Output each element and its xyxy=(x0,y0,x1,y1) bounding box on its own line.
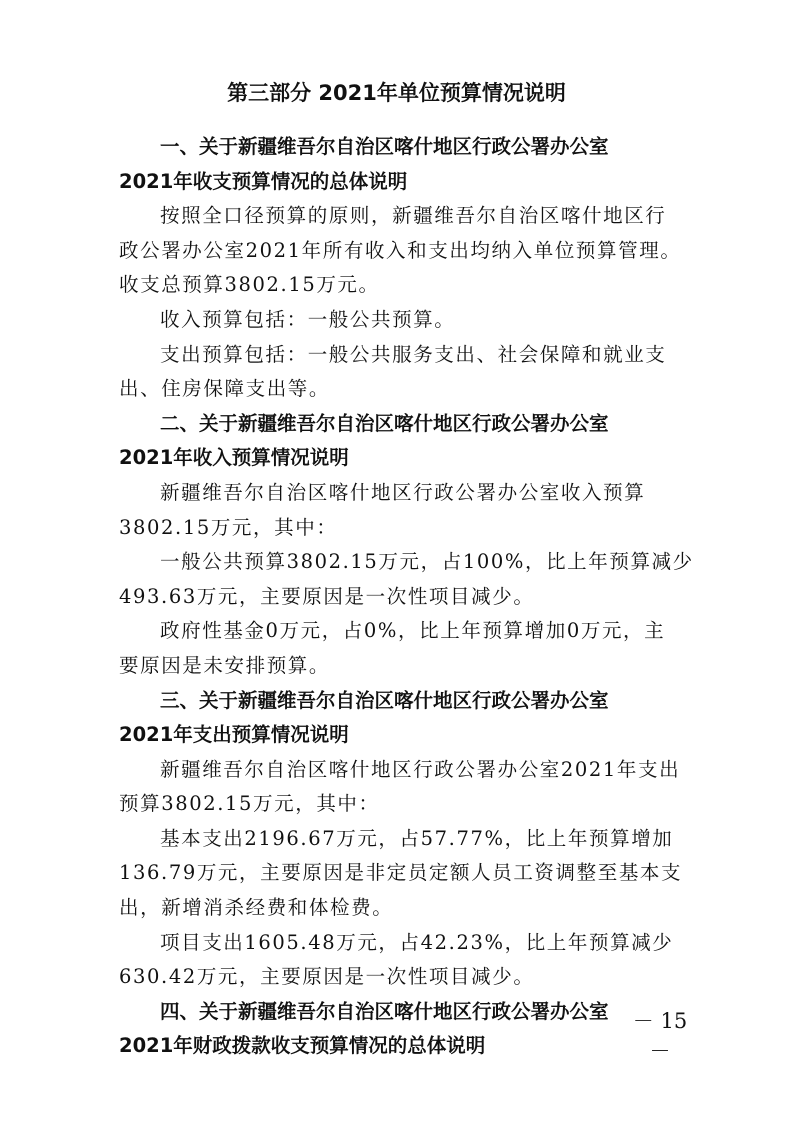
paragraph-line: 项目支出1605.48万元，占42.23%，比上年预算减少 xyxy=(160,930,674,954)
section-heading-line: 2021年收支预算情况的总体说明 xyxy=(119,169,408,193)
section-heading-line: 三、关于新疆维吾尔自治区喀什地区行政公署办公室 xyxy=(160,688,609,712)
section-heading-line: 2021年支出预算情况说明 xyxy=(119,723,349,747)
paragraph-line: 新疆维吾尔自治区喀什地区行政公署办公室收入预算 xyxy=(160,480,646,504)
paragraph-line: 要原因是未安排预算。 xyxy=(119,653,331,677)
paragraph-line: 政府性基金0万元，占0%，比上年预算增加0万元，主 xyxy=(160,619,666,643)
paragraph-line: 按照全口径预算的原则，新疆维吾尔自治区喀什地区行 xyxy=(160,204,667,228)
paragraph-line: 3802.15万元，其中： xyxy=(119,515,338,539)
paragraph-line: 基本支出2196.67万元，占57.77%，比上年预算增加 xyxy=(160,826,674,850)
document-body xyxy=(119,130,694,1064)
section-heading-line: 四、关于新疆维吾尔自治区喀什地区行政公署办公室 xyxy=(160,999,609,1023)
section-heading-line: 2021年收入预算情况说明 xyxy=(119,446,349,470)
paragraph-line: 新疆维吾尔自治区喀什地区行政公署办公室2021年支出 xyxy=(160,757,681,781)
section-heading-line: 二、关于新疆维吾尔自治区喀什地区行政公署办公室 xyxy=(160,411,609,435)
paragraph-line: 支出预算包括：一般公共服务支出、社会保障和就业支 xyxy=(160,342,667,366)
paragraph-line: 出、住房保障支出等。 xyxy=(119,377,331,401)
section-heading-line: 一、关于新疆维吾尔自治区喀什地区行政公署办公室 xyxy=(160,135,609,158)
paragraph-line: 预算3802.15万元，其中： xyxy=(119,792,380,816)
paragraph-line: 出，新增消杀经费和体检费。 xyxy=(119,896,394,920)
section-heading-line: 2021年财政拨款收支预算情况的总体说明 xyxy=(119,1034,486,1058)
paragraph-line: 一般公共预算3802.15万元，占100%，比上年预算减少 xyxy=(160,550,694,574)
paragraph-line: 136.79万元，主要原因是非定员定额人员工资调整至基本支 xyxy=(119,861,683,885)
paragraph-line: 630.42万元，主要原因是一次性项目减少。 xyxy=(119,965,535,989)
paragraph-line: 政公署办公室2021年所有收入和支出均纳入单位预算管理。 xyxy=(119,238,682,262)
paragraph-line: 收支总预算3802.15万元。 xyxy=(119,273,380,297)
page-title: 第三部分 2021年单位预算情况说明 xyxy=(227,81,566,105)
paragraph-line: 收入预算包括：一般公共预算。 xyxy=(160,307,456,331)
page-number: － 15 － xyxy=(632,1009,688,1063)
paragraph-line: 493.63万元，主要原因是一次性项目减少。 xyxy=(119,584,535,608)
